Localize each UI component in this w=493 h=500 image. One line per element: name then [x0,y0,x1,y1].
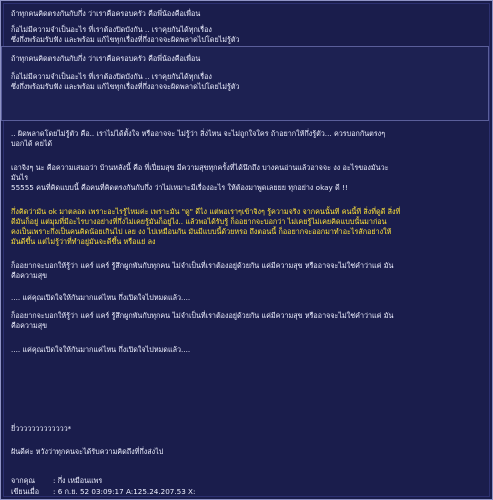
timestamp-label: เขียนเมื่อ [11,487,40,496]
quote-box-line-1: ถ้าทุกคนคิดตรงกันกับกึ่ง ว่าเราคือครอบครัว คือพี่น้องคือเพื่อน [11,54,201,63]
paragraph-6-line-2: คือความสุข [11,321,48,330]
paragraph-2-line-2: มันไร [11,173,29,182]
quote-box-line-2: ก็อไม่มีความจำเป็นอะไร ที่เราต้องปิดบังกัน .. เราคุยกันได้ทุกเรื่อง [11,72,212,81]
paragraph-3-line-3: คงเป็นเพราะกึ่งเป็นคนคิดน้อยเกินไป เลย งง ไปเหมือนกัน มันมีแบบนี้ด้วยหรอ ถึงตอนนี้ ก็ออยากจะออกมาทำอะไรสักอย่างให้ [11,227,392,236]
author-label: จากคุณ [11,476,36,485]
paragraph-1-line-2: บอกได้ คยได้ [11,139,53,148]
quote-top-line-3: ซึ่งกึ่งพร้อมรับฟัง และพร้อม แก้ไขทุกเรื่องที่กึ่งอาจจะผิดพลาดไปโดยไม่รู้ตัว [11,35,240,44]
paragraph-1-line-1: .. ผิดพลาดโดยไม่รู้ตัว คือ.. เราไม่ได้ตั้งใจ หรืออาจจะ ไม่รู้ว่า สิ่งไหน จะไม่ถูกใจใคร ถ้าอยากให้กึ่งรู้ตัว... ควรบอกกันตรงๆ [11,129,386,138]
paragraph-3-line-4: มันดีขึ้น แต่ไม่รู้ว่าที่ทำอยู่มันจะดีขึ้น หรือแย่ ลง [11,237,156,246]
paragraph-2-line-3: 55555 คนที่คิดแบบนี้ คือคนที่คิดตรงกันกับกึ่ง ว่าไม่เหมาะมีเรื่องอะไร ให้ต้องมาพูดเลยยย ทุกอย่าง okay ดี !! [11,183,348,192]
paragraph-6-line-1: ก็ออยากจะบอกให้รู้ว่า แคร์ แคร์ รู้สึกผูกพันกับทุกคน ไม่จำเป็นที่เราต้องอยู่ด้วยกัน แค่มีความสุข หรืออาจจะไม่ใช่คำว่าแค่ มัน [11,311,394,320]
paragraph-7-line-1: .... แค่คุณเปิดใจให้กันมากแค่ไหน กึ่งเปิดใจไปหมดแล้ว.... [11,345,191,354]
quote-top-line-2: ก็อไม่มีความจำเป็นอะไร ที่เราต้องปิดบังกัน .. เราคุยกันได้ทุกเรื่อง [11,25,212,34]
quote-box-line-3: ซึ่งกึ่งพร้อมรับฟัง และพร้อม แก้ไขทุกเรื่องที่กึ่งอาจจะผิดพลาดไปโดยไม่รู้ตัว [11,82,240,91]
paragraph-5-line-1: .... แค่คุณเปิดใจให้กันมากแค่ไหน กึ่งเปิดใจไปหมดแล้ว.... [11,293,191,302]
timestamp-value: : 6 ก.ย. 52 03:09:17 A:125.24.207.53 X: [53,487,196,496]
signature: ยี่ววววววววววววว* [11,424,72,433]
closing-message: ฝันดีค่ะ หวังว่าทุกคนจะได้รับความคิดถึงที่กึ่งส่งไป [11,447,164,456]
paragraph-4-line-2: คือความสุข [11,271,48,280]
paragraph-2-line-1: เอาจิงๆ นะ คือความเสมอว่า บ้านหลังนี้ คือ ที่เปี่ยมสุข มีความสุขทุกครั้งที่ได้นึกถึง บางคนอ่านแล้วอาจจะ งง อะไรของมันวะ [11,163,389,172]
author-value: : กึ่ง เหมือนแพร [53,476,103,485]
paragraph-4-line-1: ก็ออยากจะบอกให้รู้ว่า แคร์ แคร์ รู้สึกผูกพันกับทุกคน ไม่จำเป็นที่เราต้องอยู่ด้วยกัน แค่มีความสุข หรืออาจจะไม่ใช่คำว่าแค่ มัน [11,261,394,270]
paragraph-3-line-1: กึ่งคิดว่ามัน ok มาตลอด เพราะอะไรรู้ไหมค่ะ เพราะมัน "ดู" ดีไง แต่พอเราๆเข้าจิงๆ รู้ความจริง จากคนนั้นที คนนี้ที สิ่งที่ดูดี สิ่งที่ [11,207,401,216]
quote-top-line-1: ถ้าทุกคนคิดตรงกันกับกึ่ง ว่าเราคือครอบครัว คือพี่น้องคือเพื่อน [11,9,201,18]
paragraph-3-line-2: ดีมันก็อยู่ แต่มุมที่มีอะไรบางอย่างที่กึ่งไม่เคยรู้มันก็อยู่ไง.. แล้วพอได้รับรู้ ก็ออยากจะบอกว่า ไม่เคยรู้ไม่เคยคิดแบบนั้นมาก่อน [11,217,387,226]
